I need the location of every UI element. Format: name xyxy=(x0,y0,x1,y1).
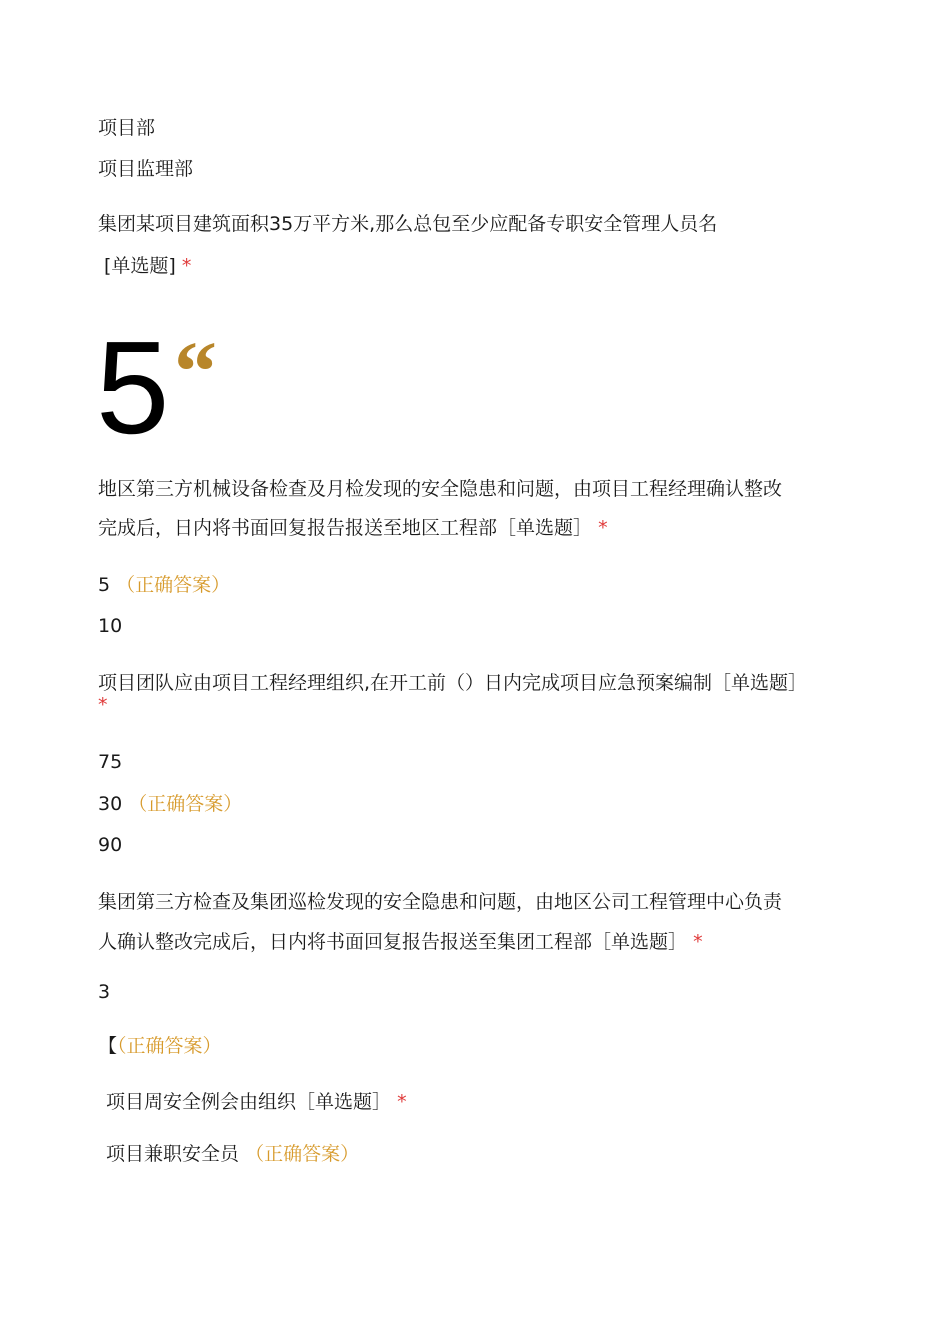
answer-text: 项目兼职安全员 xyxy=(106,1143,240,1165)
large-number: 5 xyxy=(96,314,170,461)
answer-text: 30 xyxy=(98,793,123,815)
bracket-mark: 【 xyxy=(98,1035,118,1057)
required-marker: * xyxy=(598,517,608,539)
question-text-line2 xyxy=(98,930,703,954)
answer-option xyxy=(98,573,230,597)
answer-option xyxy=(98,792,242,816)
correct-answer-label: （正确答案） xyxy=(128,793,243,815)
question-text-content: 项目周安全例会由组织［单选题］ xyxy=(106,1091,392,1113)
question-tag-line xyxy=(104,254,191,278)
answer-text: 5 xyxy=(98,574,111,596)
answer-option: 75 xyxy=(98,751,123,773)
option-text: 项目部 xyxy=(98,117,156,139)
question-text: 集团某项目建筑面积35万平方米,那么总包至少应配备专职安全管理人员名 xyxy=(98,213,718,235)
correct-answer-label: （正确答案） xyxy=(116,574,231,596)
question-text: 集团第三方检查及集团巡检发现的安全隐患和问题，由地区公司工程管理中心负责 xyxy=(98,891,783,913)
answer-option xyxy=(106,1142,359,1166)
required-marker: * xyxy=(181,255,192,277)
required-marker: * xyxy=(98,694,108,716)
quote-mark: “ xyxy=(174,323,217,419)
option-text: 项目监理部 xyxy=(98,158,194,180)
required-marker: * xyxy=(693,931,703,953)
answer-option: 10 xyxy=(98,615,123,637)
answer-option xyxy=(98,1034,222,1058)
correct-answer-label: （正确答案） xyxy=(245,1143,360,1165)
question-text-line2 xyxy=(98,516,608,540)
answer-option: 3 xyxy=(98,981,111,1003)
question-text-content: 人确认整改完成后，日内将书面回复报告报送至集团工程部［单选题］ xyxy=(98,931,688,953)
question-text: 地区第三方机械设备检查及月检发现的安全隐患和问题，由项目工程经理确认整改 xyxy=(98,478,783,500)
answer-option: 90 xyxy=(98,834,123,856)
question-text-content: 完成后，日内将书面回复报告报送至地区工程部［单选题］ xyxy=(98,517,593,539)
question-text: 项目团队应由项目工程经理组织,在开工前（）日内完成项目应急预案编制［单选题］ xyxy=(98,672,808,694)
question-type-tag: [单选题] xyxy=(104,255,176,277)
correct-answer-label: （正确答案） xyxy=(117,1035,222,1057)
question-text-line xyxy=(106,1090,407,1114)
required-marker: * xyxy=(397,1091,407,1113)
